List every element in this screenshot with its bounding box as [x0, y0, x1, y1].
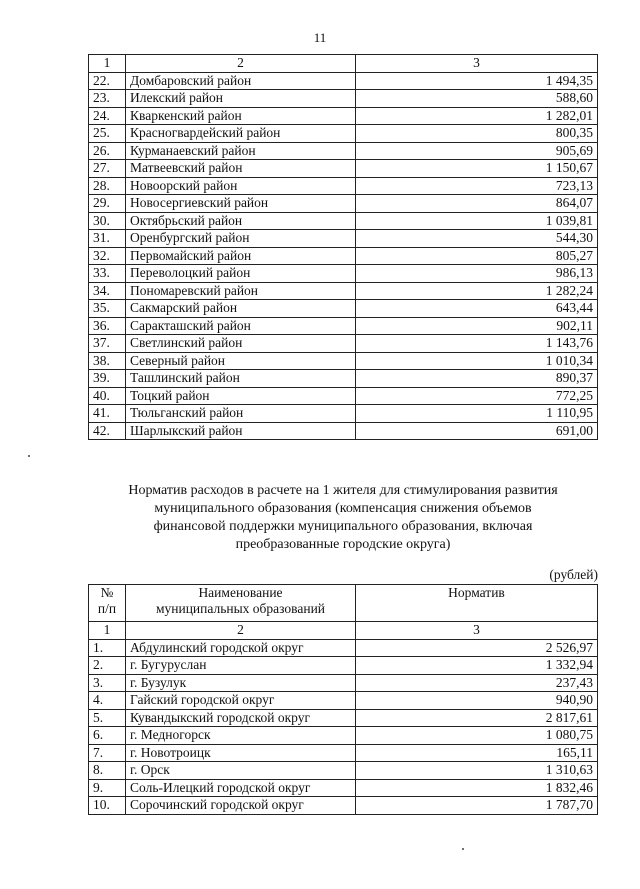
row-name: Сакмарский район	[126, 300, 356, 318]
row-number: 8.	[89, 762, 126, 780]
row-number: 41.	[89, 405, 126, 423]
table-row	[89, 422, 598, 440]
table-row	[89, 300, 598, 318]
row-number: 23.	[89, 90, 126, 108]
row-number: 7.	[89, 744, 126, 762]
column-index-3: 3	[356, 622, 598, 640]
row-value: 986,13	[356, 265, 598, 283]
column-index-2: 2	[126, 622, 356, 640]
table-header-row	[89, 55, 598, 73]
row-name: Кваркенский район	[126, 107, 356, 125]
table-row	[89, 352, 598, 370]
table-row	[89, 657, 598, 675]
header-value: Норматив	[356, 585, 598, 622]
row-value: 1 310,63	[356, 762, 598, 780]
row-value: 1 494,35	[356, 72, 598, 90]
row-name: г. Бугуруслан	[126, 657, 356, 675]
row-value: 1 282,24	[356, 282, 598, 300]
table-row	[89, 142, 598, 160]
table-row	[89, 107, 598, 125]
row-number: 28.	[89, 177, 126, 195]
row-number: 1.	[89, 639, 126, 657]
row-value: 723,13	[356, 177, 598, 195]
row-name: Гайский городской округ	[126, 692, 356, 710]
row-number: 34.	[89, 282, 126, 300]
table-row	[89, 125, 598, 143]
table-row	[89, 727, 598, 745]
row-name: Первомайский район	[126, 247, 356, 265]
row-value: 1 282,01	[356, 107, 598, 125]
row-value: 1 143,76	[356, 335, 598, 353]
row-value: 1 110,95	[356, 405, 598, 423]
row-name: Ташлинский район	[126, 370, 356, 388]
row-name: г. Бузулук	[126, 674, 356, 692]
table-row	[89, 195, 598, 213]
allocation-table-districts	[88, 54, 598, 440]
row-number: 27.	[89, 160, 126, 178]
row-name: Сорочинский городской округ	[126, 797, 356, 815]
table-row	[89, 265, 598, 283]
row-name: Соль-Илецкий городской округ	[126, 779, 356, 797]
row-name: Тоцкий район	[126, 387, 356, 405]
row-name: г. Новотроицк	[126, 744, 356, 762]
table-row	[89, 90, 598, 108]
unit-label: (рублей)	[549, 567, 598, 582]
row-value: 1 039,81	[356, 212, 598, 230]
table-row	[89, 744, 598, 762]
table-index-row	[89, 622, 598, 640]
row-value: 864,07	[356, 195, 598, 213]
row-value: 1 150,67	[356, 160, 598, 178]
row-value: 890,37	[356, 370, 598, 388]
column-index-1: 1	[89, 622, 126, 640]
row-number: 25.	[89, 125, 126, 143]
row-value: 544,30	[356, 230, 598, 248]
table-row	[89, 779, 598, 797]
column-index-3: 3	[356, 55, 598, 73]
row-value: 691,00	[356, 422, 598, 440]
row-name: Переволоцкий район	[126, 265, 356, 283]
row-name: Матвеевский район	[126, 160, 356, 178]
row-name: г. Медногорск	[126, 727, 356, 745]
header-number	[89, 585, 126, 622]
row-name: Октябрьский район	[126, 212, 356, 230]
table-row	[89, 317, 598, 335]
table-row	[89, 709, 598, 727]
header-name-line: муниципальных образований	[155, 601, 326, 616]
header-name	[126, 585, 356, 622]
row-number: 38.	[89, 352, 126, 370]
row-name: Красногвардейский район	[126, 125, 356, 143]
row-name: Оренбургский район	[126, 230, 356, 248]
row-value: 1 832,46	[356, 779, 598, 797]
row-number: 36.	[89, 317, 126, 335]
row-name: Северный район	[126, 352, 356, 370]
row-name: Домбаровский район	[126, 72, 356, 90]
row-number: 6.	[89, 727, 126, 745]
scan-speck	[462, 848, 464, 850]
table-row	[89, 230, 598, 248]
table-row	[89, 247, 598, 265]
row-number: 42.	[89, 422, 126, 440]
column-index-1: 1	[89, 55, 126, 73]
row-value: 1 080,75	[356, 727, 598, 745]
section-title-line: финансовой поддержки муниципального образования, включая	[153, 519, 533, 534]
row-name: Илекский район	[126, 90, 356, 108]
row-number: 30.	[89, 212, 126, 230]
row-number: 2.	[89, 657, 126, 675]
row-value: 165,11	[356, 744, 598, 762]
row-number: 26.	[89, 142, 126, 160]
table-row	[89, 762, 598, 780]
row-number: 33.	[89, 265, 126, 283]
scan-speck	[28, 455, 30, 457]
table-row	[89, 212, 598, 230]
row-value: 805,27	[356, 247, 598, 265]
page-number: 11	[313, 30, 327, 45]
row-name: Тюльганский район	[126, 405, 356, 423]
row-name: Новоорский район	[126, 177, 356, 195]
table-row	[89, 387, 598, 405]
row-number: 4.	[89, 692, 126, 710]
row-number: 29.	[89, 195, 126, 213]
row-value: 643,44	[356, 300, 598, 318]
row-value: 800,35	[356, 125, 598, 143]
row-value: 902,11	[356, 317, 598, 335]
row-name: г. Орск	[126, 762, 356, 780]
row-value: 940,90	[356, 692, 598, 710]
row-value: 905,69	[356, 142, 598, 160]
table-row	[89, 72, 598, 90]
column-index-2: 2	[126, 55, 356, 73]
row-number: 22.	[89, 72, 126, 90]
row-number: 3.	[89, 674, 126, 692]
row-name: Шарлыкский район	[126, 422, 356, 440]
table-row	[89, 692, 598, 710]
row-value: 2 817,61	[356, 709, 598, 727]
row-value: 1 010,34	[356, 352, 598, 370]
table-row	[89, 797, 598, 815]
row-name: Кувандыкский городской округ	[126, 709, 356, 727]
section-title	[88, 482, 598, 554]
row-number: 32.	[89, 247, 126, 265]
section-title-line: муниципального образования (компенсация снижения объемов	[154, 501, 532, 516]
section-title-line: Норматив расходов в расчете на 1 жителя для стимулирования развития	[128, 483, 558, 498]
table-row	[89, 370, 598, 388]
row-number: 40.	[89, 387, 126, 405]
allocation-table-city-districts	[88, 584, 598, 815]
section-title-line: преобразованные городские округа)	[235, 537, 451, 552]
table-row	[89, 405, 598, 423]
header-name-line: Наименование	[198, 585, 283, 600]
row-name: Саракташский район	[126, 317, 356, 335]
row-value: 2 526,97	[356, 639, 598, 657]
table-row	[89, 282, 598, 300]
row-value: 772,25	[356, 387, 598, 405]
table-header-row	[89, 585, 598, 622]
table-row	[89, 177, 598, 195]
row-number: 24.	[89, 107, 126, 125]
table-row	[89, 674, 598, 692]
header-number-line: п/п	[97, 601, 117, 616]
row-number: 31.	[89, 230, 126, 248]
row-number: 39.	[89, 370, 126, 388]
row-name: Светлинский район	[126, 335, 356, 353]
row-value: 588,60	[356, 90, 598, 108]
row-value: 1 332,94	[356, 657, 598, 675]
row-name: Курманаевский район	[126, 142, 356, 160]
row-name: Новосергиевский район	[126, 195, 356, 213]
row-name: Пономаревский район	[126, 282, 356, 300]
row-number: 10.	[89, 797, 126, 815]
row-number: 37.	[89, 335, 126, 353]
table-row	[89, 160, 598, 178]
row-value: 237,43	[356, 674, 598, 692]
header-number-line: №	[100, 585, 114, 600]
table-row	[89, 335, 598, 353]
row-value: 1 787,70	[356, 797, 598, 815]
row-number: 9.	[89, 779, 126, 797]
row-name: Абдулинский городской округ	[126, 639, 356, 657]
table-row	[89, 639, 598, 657]
row-number: 35.	[89, 300, 126, 318]
row-number: 5.	[89, 709, 126, 727]
